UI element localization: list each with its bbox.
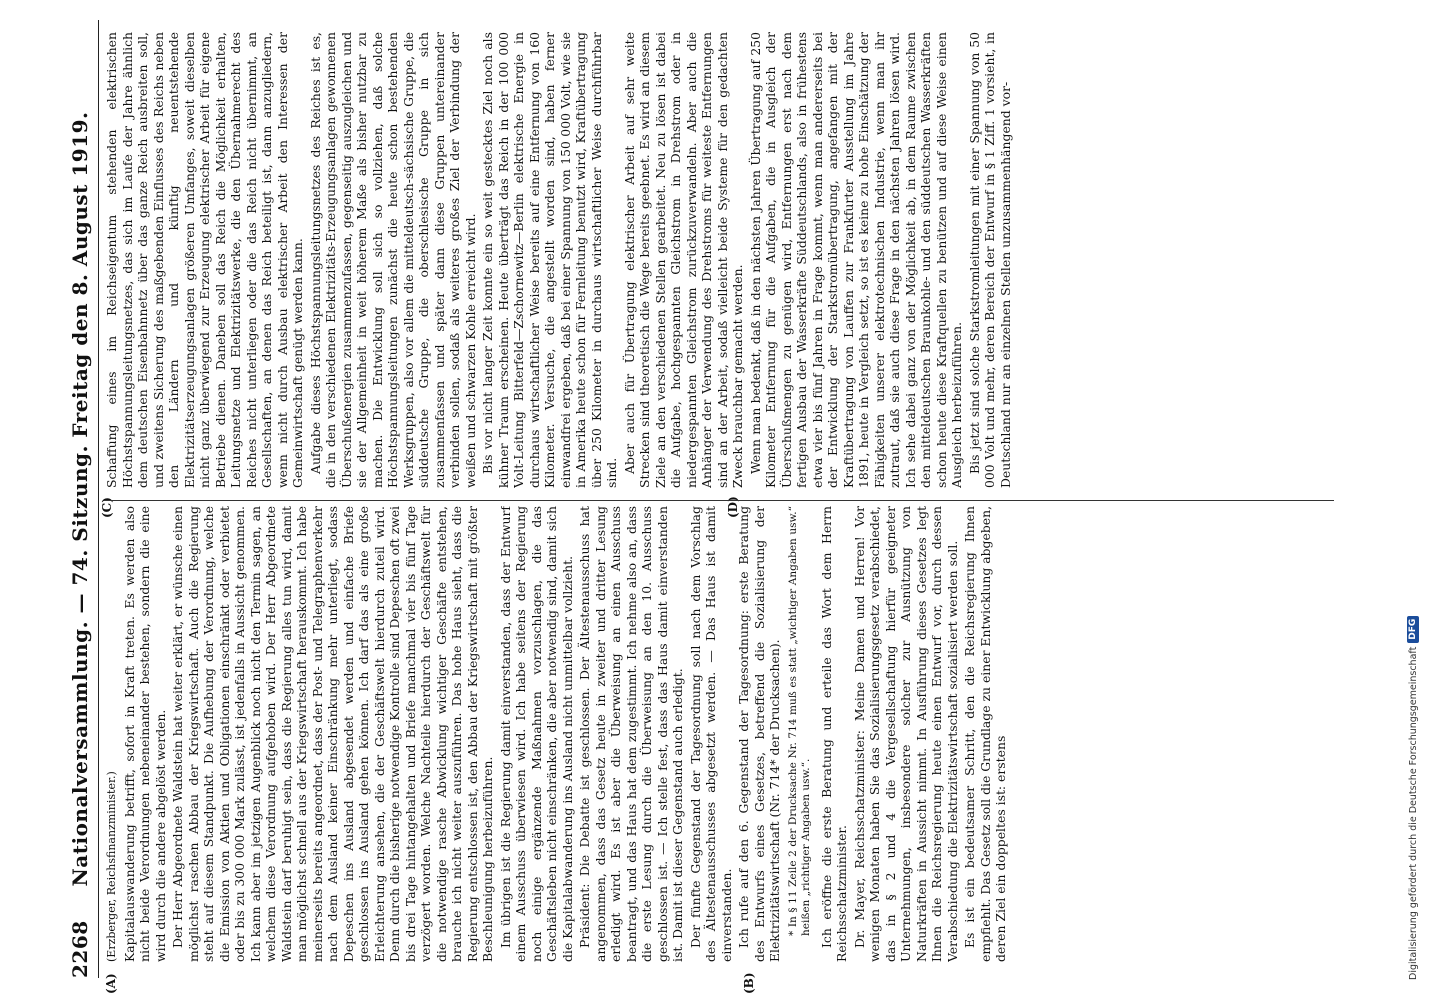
margin-marker-c: (C) — [100, 497, 114, 518]
paragraph: Präsident: Die Debatte ist geschlossen. Der Ältestenausschuss hat angenommen, dass das Gesetz heute in zweiter und dritter Lesung erledigt wird. Es ist aber die Überweisung an einen Ausschuss beantragt, und das Haus hat dem zugestimmt. Ich nehme also an, dass die erste Lesung durch die Überweisung an den 10. Ausschuss geschlossen ist. — Ich stelle fest, dass das Haus damit einverstanden ist. Damit ist dieser Gegenstand auch erledigt. — [577, 506, 685, 962]
margin-marker-a: (A) — [104, 973, 118, 994]
paragraph: Im übrigen ist die Regierung damit einverstanden, dass der Entwurf einem Ausschuss überwiesen wird. Ich habe seitens der Regierung noch einige ergänzende Maßnahmen vorzuschlagen, die das Geschäftsleben nicht einschränken, die aber notwendig sind, damit sich die Kapitalabwanderung ins Ausland nicht unmittelbar vollzieht. — [497, 506, 575, 962]
margin-marker-b: (B) — [742, 972, 756, 994]
left-column — [104, 506, 1344, 962]
speaker-tag: (Erzberger, Reichsfinanzminister.) — [105, 771, 118, 962]
paragraph: Es ist ein bedeutsamer Schritt, den die Reichsregierung Ihnen empfiehlt. Das Gesetz soll die Grundlage zu einer Entwicklung abgeben, deren Ziel ein doppeltes ist: erstens — [962, 506, 1008, 962]
paragraph: Der fünfte Gegenstand der Tagesordnung soll nach dem Vorschlag des Ältestenausschusses abgesetzt werden. — Das Haus ist damit einverstanden. — [687, 506, 734, 962]
footnote: * In § 11 Zeile 2 der Drucksache Nr. 714 muß es statt „wichtiger Angaben usw.“ heißen „richtiger Angaben usw.“. — [786, 506, 812, 936]
paragraph: Bis vor nicht langer Zeit konnte ein so weit gestecktes Ziel noch als kühner Traum erscheinen. Heute überträgt das Reich in der 100 000 Volt-Leitung Bitterfeld—Zschornewitz—Berlin elektrische Energie in durchaus wirtschaftlicher Weise bereits auf eine Entfernung von 160 Kilometer. Versuche, die angestellt worden sind, haben ferner einwandfrei ergeben, daß bei einer Spannung von 150 000 Volt, wie sie in Amerika heute schon für Fernleitung benutzt wird, Kraftübertragung über 250 Kilometer in durchaus wirtschaftlicher Weise durchführbar sind. — [480, 32, 619, 488]
paragraph: Dr. Mayer, Reichsschatzminister: Meine Damen und Herren! Vor wenigen Monaten haben Sie das Sozialisierungsgesetz verabschiedet, das in § 2 und 4 die Vergesellschaftung hierfür geeigneter Unternehmungen, insbesondere solcher zur Ausnützung von Naturkräften in Aussicht nimmt. In Ausführung dieses Gesetzes legt Ihnen die Reichsregierung heute einen Entwurf vor, durch dessen Verabschiedung die Elektrizitätswirtschaft sozialisiert werden soll. — [851, 506, 960, 962]
margin-marker-d: (D) — [726, 496, 740, 518]
dfg-logo: DFG — [1407, 616, 1419, 643]
credit-text: Digitalisierung gefördert durch die Deutsche Forschungsgemeinschaft — [1407, 646, 1419, 980]
paragraph: Der Herr Abgeordnete Waldstein hat weiter erklärt, er wünsche einen möglichst raschen Abbau der Kriegswirtschaft. Auch die Regierung steht auf diesem Standpunkt. Die Aufhebung der Verordnung, welche die Emission von Aktien und Obligationen einschränkt oder verbietet oder bis zu 300 000 Mark zulässt, ist jedenfalls in Aussicht genommen. Ich kann aber im jetzigen Augenblick noch nicht den Termin sagen, an welchem diese Verordnung aufgehoben wird. Der Herr Abgeordnete Waldstein darf beruhigt sein, dass die Regierung alles tun wird, damit man möglichst schnell aus der Kriegswirtschaft herauskommt. Ich habe meinerseits bereits angeordnet, dass der Post- und Telegraphenverkehr nach dem Ausland keiner Einschränkung mehr unterliegt, sodass Depeschen ins Ausland abgesendet werden und einfache Briefe geschlossen ins Ausland gehen können. Ich darf das als eine große Erleichterung ansehen, die der Geschäftswelt hierdurch zuteil wird. Denn durch die bisherige notwendige Kontrolle sind Depeschen oft zwei bis drei Tage hintangehalten und Briefe manchmal vier bis fünf Tage verzögert worden. Welche Nachteile hierdurch der Geschäftswelt für die notwendige rasche Abwicklung wichtiger Geschäfte entstehen, brauche ich nicht weiter auszuführen. Das hohe Haus sieht, dass die Regierung entschlossen ist, den Abbau der Kriegswirtschaft mit größter Beschleunigung herbeizuführen. — [170, 506, 495, 962]
paragraph: Aber auch für Übertragung elektrischer Arbeit auf sehr weite Strecken sind theoretisch die Wege bereits geebnet. Es wird an diesem Ziele an den verschiedenen Stellen gearbeitet. Neu zu lösen ist dabei die Aufgabe, hochgespannten Gleichstrom in Drehstrom oder in niedergespannten Gleichstrom zurückzuverwandeln. Aber auch die Anhänger der Verwendung des Drehstroms für weiteste Entfernungen sind an der Arbeit, sodaß vielleicht beide Systeme für den gedachten Zweck brauchbar gemacht werden. — [621, 32, 745, 488]
paragraph: Kapitalauswanderung betrifft, sofort in Kraft treten. Es werden also nicht beide Verordnungen nebeneinander bestehen, sondern die eine wird durch die andere abgelöst werden. — [121, 506, 168, 962]
header-rule — [98, 20, 99, 978]
running-header — [68, 20, 94, 978]
paragraph: Bis jetzt sind solche Starkstromleitungen mit einer Spannung von 50 000 Volt und mehr, deren Bereich der Entwurf in § 1 Ziff. 1 vorsieht, in Deutschland nur an einzelnen Stellen unzusammenhängend vor- — [966, 32, 1013, 488]
right-column — [104, 32, 1344, 488]
page-number: 2268 — [68, 920, 92, 978]
paragraph: Schaffung eines im Reichseigentum stehenden elektrischen Höchstspannungsleitungsnetzes, das sich im Laufe der Jahre ähnlich dem deutschen Eisenbahnnetz über das ganze Reich ausbreiten soll, und zweitens Sicherung des maßgebenden Einflusses des Reichs neben den Ländern und künftig neuentstehende Elektrizitätserzeugungsanlagen größeren Umfanges, soweit dieselben nicht ganz überwiegend zur Erzeugung elektrischer Arbeit für eigene Betriebe dienen. Daneben soll das Reich die Möglichkeit erhalten, Leitungsnetze und Elektrizitätswerke, die den Übernahmerecht des Reiches nicht unterliegen oder die das Reich nicht übernimmt, an Gesellschaften, an denen das Reich beteiligt ist, dann anzugliedern, wenn nicht durch Ausbau elektrischer Arbeit den Interessen der Gemeinwirtschaft genügt werden kann. — [104, 32, 305, 488]
digitization-credit — [1395, 10, 1429, 990]
paragraph: Ich eröffne die erste Beratung und erteile das Wort dem Herrn Reichsschatzminister. — [818, 506, 849, 962]
paragraph: Ich rufe auf den 6. Gegenstand der Tagesordnung: erste Beratung des Entwurfs eines Gesetzes, betreffend die Sozialisierung der Elektrizitätswirtschaft (Nr. 714* der Drucksachen). — [736, 506, 782, 962]
running-title: Nationalversammlung. — 74. Sitzung. Freitag den 8. August 1919. — [68, 111, 92, 887]
column-divider — [104, 500, 1334, 501]
paragraph: Aufgabe dieses Höchstspannungsleitungsnetzes des Reiches ist es, die in den verschiedenen Elektrizitäts-Erzeugungsanlagen gewonnenen Überschußenergien zusammenzufassen, gegenseitig auszugleichen und sie der Allgemeinheit in weit höherem Maße als bisher nutzbar zu machen. Die Entwicklung soll sich so vollziehen, daß solche Höchstspannungsleitungen zunächst die heute schon bestehenden Werksgruppen, also vor allem die mitteldeutsch-sächsische Gruppe, die süddeutsche Gruppe, die oberschlesische Gruppe in sich zusammenfassen und später dann diese Gruppen untereinander verbinden sollen, sodaß als weiteres großes Ziel der Verbindung der weißen und schwarzen Kohle erreicht wird. — [307, 32, 478, 488]
paragraph: Wenn man bedenkt, daß in den nächsten Jahren Übertragung auf 250 Kilometer Entfernung für die Aufgaben, die in Ausgleich der Überschußmengen zu genügen wird, Entfernungen erst nach dem fertigen Ausbau der Wasserkräfte Süddeutschlands, also in frühestens etwa vier bis fünf Jahren in Frage kommt, wenn man andererseits bei der Entwicklung der Starkstromübertragung, angefangen mit der Kraftübertragung von Lauffen zur Frankfurter Ausstellung im Jahre 1891, heute in Vergleich setzt, so ist es keine zu hohe Einschätzung der Fähigkeiten unserer elektrotechnischen Industrie, wenn man ihr zutraut, daß sie auch diese Frage in den nächsten Jahren lösen wird. Ich sehe dabei ganz von der Möglichkeit ab, in dem Raume zwischen den mitteldeutschen Braunkohle- und den süddeutschen Wasserkräften schon heute diese Kraftquellen zu benützen und auf diese Weise einen Ausgleich herbeizuführen. — [747, 32, 964, 488]
